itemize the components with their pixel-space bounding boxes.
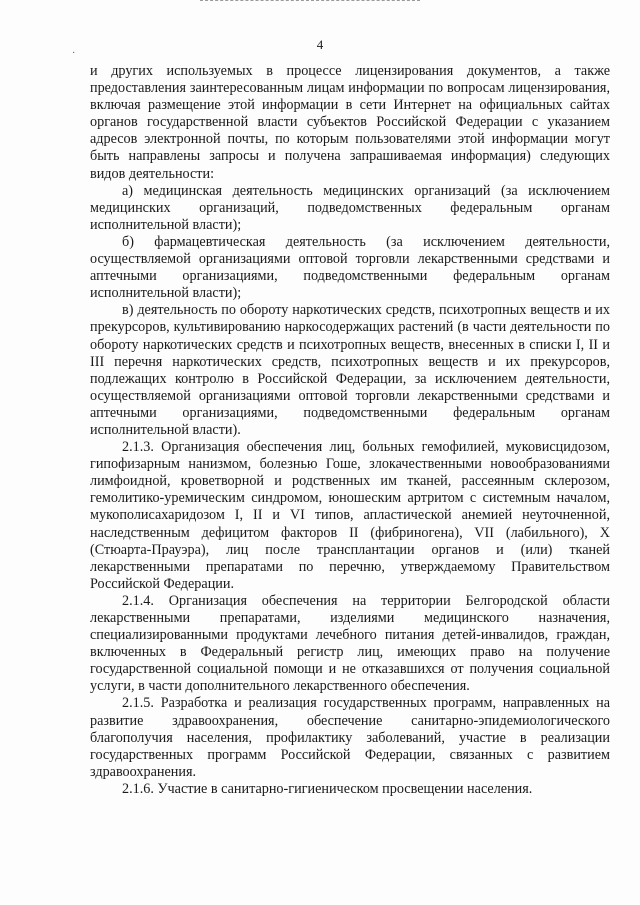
paragraph-item-b: б) фармацевтическая деятельность (за исключением деятельности, осуществляемой организациями оптовой торговли лекарственными средствами и аптечными организациями, подведомственными федеральным органам исполнительной власти); — [90, 233, 610, 302]
paragraph-2-1-5: 2.1.5. Разработка и реализация государственных программ, направленных на развитие здравоохранения, обеспечение санитарно-эпидемиологического благополучия населения, профилактику заболеваний, участие в реализации государственных программ Российской Федерации, связанных с развитием здравоохранения. — [90, 695, 610, 780]
paragraph-continuation: и других используемых в процессе лицензирования документов, а также предоставления заинтересованным лицам информации по вопросам лицензирования, включая размещение этой информации в сети Интернет на официальных сайтах органов государственной власти субъектов Российской Федерации с указанием адресов электронной почты, по которым пользователями этой информации могут быть направлены запросы и получена запрашиваемая информация) следующих видов деятельности: — [90, 63, 610, 182]
document-body — [90, 63, 610, 798]
paragraph-item-a: а) медицинская деятельность медицинских организаций (за исключением медицинских организаций, подведомственных федеральным органам исполнительной власти); — [90, 182, 610, 233]
paragraph-2-1-3: 2.1.3. Организация обеспечения лиц, больных гемофилией, муковисцидозом, гипофизарным нанизмом, болезнью Гоше, злокачественными новообразованиями лимфоидной, кроветворной и родственных им тканей, рассеянным склерозом, гемолитико-уремическим синдромом, юношеским артритом с системным началом, мукополисахаридозом I, II и VI типов, апластической анемией неуточненной, наследственным дефицитом факторов II (фибриногена), VII (лабильного), X (Стюарта-Прауэра), лиц после трансплантации органов и (или) тканей лекарственными препаратами по перечню, утверждаемому Правительством Российской Федерации. — [90, 439, 610, 592]
paragraph-item-v: в) деятельность по обороту наркотических средств, психотропных веществ и их прекурсоров, культивированию наркосодержащих растений (в части деятельности по обороту наркотических средств и психотропных веществ, внесенных в списки I, II и III перечня наркотических средств, психотропных веществ и их прекурсоров, подлежащих контролю в Российской Федерации, за исключением деятельности, осуществляемой организациями оптовой торговли лекарственными средствами и аптечными организациями, подведомственными федеральным органам исполнительной власти). — [90, 302, 610, 438]
scan-top-edge — [200, 0, 420, 3]
paragraph-2-1-4: 2.1.4. Организация обеспечения на территории Белгородской области лекарственными препаратами, изделиями медицинского назначения, специализированными продуктами лечебного питания детей-инвалидов, граждан, включенных в Федеральный регистр лиц, имеющих право на получение государственной социальной помощи и не отказавшихся от получения социальной услуги, в части дополнительного лекарственного обеспечения. — [90, 592, 610, 695]
paragraph-2-1-6: 2.1.6. Участие в санитарно-гигиеническом просвещении населения. — [122, 780, 533, 797]
margin-mark: · — [72, 48, 76, 59]
page-number: 4 — [316, 37, 324, 52]
